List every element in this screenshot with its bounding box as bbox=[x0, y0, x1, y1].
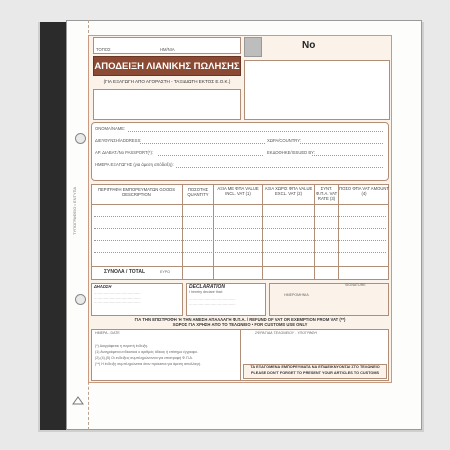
item-row-line[interactable] bbox=[94, 216, 386, 217]
topos-label: ΤΟΠΟΣ bbox=[96, 47, 111, 52]
customs-date-label: ΗΜΕΡΑ - DATE bbox=[95, 331, 120, 335]
name-label: ΟΝΟΜΑ/NAME: bbox=[95, 126, 126, 131]
binding-spine bbox=[40, 22, 66, 430]
binder-hole bbox=[75, 133, 86, 144]
seller-declaration-text: ………………………………… ………………………………… ………………………………… bbox=[94, 291, 141, 305]
col-vat-rate: ΣΥΝΤ. Φ.Π.Α. VAT RATE (3) bbox=[315, 186, 338, 201]
col-description: ΠΕΡΙΓΡΑΦΗ ΕΜΠΟΡΕΥΜΑΤΩΝ GOODS DESCRIPTION bbox=[97, 187, 176, 197]
col-vat-amount: ΠΟΣΟ ΦΠΑ VAT AMOUNT (4) bbox=[339, 186, 389, 196]
receipt-number-label: No bbox=[302, 40, 316, 51]
address-line[interactable] bbox=[140, 143, 265, 144]
col-value-excl-vat: ΑΞΙΑ ΧΩΡΙΣ ΦΠΑ VALUE EXCL. VAT (2) bbox=[264, 186, 313, 196]
name-line[interactable] bbox=[128, 131, 383, 132]
publisher-logo bbox=[72, 392, 84, 401]
binder-hole bbox=[75, 294, 86, 305]
export-date-label: ΗΜΕΡΑ ΕΞΑΓΩΓΗΣ (για άμεση απόδειξη): bbox=[95, 162, 174, 167]
number-shade bbox=[244, 37, 262, 57]
item-row-line[interactable] bbox=[94, 240, 386, 241]
signature-label: SIGNATURE bbox=[345, 283, 366, 287]
signature-area[interactable] bbox=[269, 283, 389, 316]
country-line[interactable] bbox=[300, 143, 383, 144]
issued-by-line[interactable] bbox=[312, 155, 383, 156]
item-row-line[interactable] bbox=[94, 228, 386, 229]
document-subtitle: (ΓΙΑ ΕΞΑΓΩΓΗ ΑΠΟ ΑΓΟΡΑΣΤΗ - ΤΑΞΙΔΙΩΤΗ ΕΚΤΟΣ Ε.Ο.Κ.) bbox=[103, 79, 231, 84]
perforated-stub bbox=[66, 20, 89, 430]
col-quantity: ΠΟΣΟΤΗΣ QUANTITY bbox=[187, 187, 209, 197]
item-row-line[interactable] bbox=[94, 252, 386, 253]
declaration-heading: DECLARATION bbox=[189, 284, 226, 290]
passport-line[interactable] bbox=[158, 155, 263, 156]
seller-details-box[interactable] bbox=[93, 89, 241, 120]
total-currency: ΕΥΡΩ bbox=[160, 270, 170, 274]
address-label: ΔΙΕΥΘΥΝΣΗ/ADDRESS: bbox=[95, 138, 142, 143]
export-date-line[interactable] bbox=[176, 167, 383, 168]
customs-heading: ΧΩΡΟΣ ΓΙΑ ΧΡΗΣΗ ΑΠΟ ΤΟ ΤΕΛΩΝΕΙΟ • FOR CUSTOMS USE ONLY bbox=[172, 322, 308, 327]
refund-heading: ΓΙΑ ΤΗΝ ΕΠΙΣΤΡΟΦΗ Ή ΤΗΝ ΑΜΕΣΗ ΑΠΑΛΛΑΓΗ Φ.Π.Α. / REFUND OF VAT OR EXEMPTION FROM VAT (**) bbox=[134, 317, 346, 322]
col-value-incl-vat: ΑΞΙΑ ΜΕ ΦΠΑ VALUE INCL. VAT (1) bbox=[217, 186, 259, 196]
issued-by-label: ΕΚΔΟΘΗΚΕ/ISSUED BY: bbox=[267, 150, 315, 155]
note-4: (**) Η ένδειξη συμπληρώνεται όταν πρόκειται για άμεση απαλλαγή. bbox=[95, 362, 201, 366]
note-1: (*) Διαγράφεται η περιττή ένδειξη. bbox=[95, 344, 149, 348]
passport-label: ΑΡ. ΔΙΑΒΑΤ./No PASSPORT(*): bbox=[95, 150, 154, 155]
declaration-line: I hereby declare that: bbox=[189, 290, 223, 294]
seller-declaration-heading: ΔΗΛΩΣΗ bbox=[94, 284, 112, 289]
customs-notice-english: PLEASE DON'T FORGET TO PRESENT YOUR ARTICLES TO CUSTOMS bbox=[250, 371, 380, 375]
table-header-rule bbox=[91, 204, 389, 205]
issuer-stamp-box[interactable] bbox=[244, 60, 390, 120]
note-2: (1) Αναγράφεται ενδεικτικά ο αριθμός άδειας ή επίσημο έγγραφο. bbox=[95, 350, 198, 354]
document-title: ΑΠΟΔΕΙΞΗ ΛΙΑΝΙΚΗΣ ΠΩΛΗΣΗΣ bbox=[93, 56, 241, 76]
note-3: (2),(4),(5) Οι ενδείξεις συμπληρώνονται για επιστροφή Φ.Π.Α. bbox=[95, 356, 193, 360]
customs-notice-greek: ΤΑ ΕΞΑΓΟΜΕΝΑ ΕΜΠΟΡΕΥΜΑΤΑ ΝΑ ΕΠΙΔΕΙΚΝΥΟΝΤΑΙ ΣΤΟ ΤΕΛΩΝΕΙΟ bbox=[250, 365, 380, 369]
declaration-date-label: ΗΜΕΡΟΜΗΝΙΑ bbox=[284, 293, 309, 297]
imnia-label: ΗΜ/ΝΙΑ bbox=[160, 47, 175, 52]
customs-divider bbox=[240, 329, 241, 381]
declaration-text: ………………………………… ………………………………… bbox=[189, 297, 236, 306]
stub-print-info: ΤΥΠΟΓΡΑΦΕΙΟ • ΕΝΤΥΠΑ bbox=[72, 186, 77, 235]
total-label: ΣΥΝΟΛΑ / TOTAL bbox=[104, 269, 146, 275]
country-label: ΧΩΡΑ/COUNTRY: bbox=[267, 138, 301, 143]
total-row-rule bbox=[91, 266, 389, 267]
customs-stamp-label: ΣΦΡΑΓΙΔΑ ΤΕΛΩΝΕΙΟΥ - ΥΠΟΓΡΑΦΗ bbox=[255, 331, 318, 335]
